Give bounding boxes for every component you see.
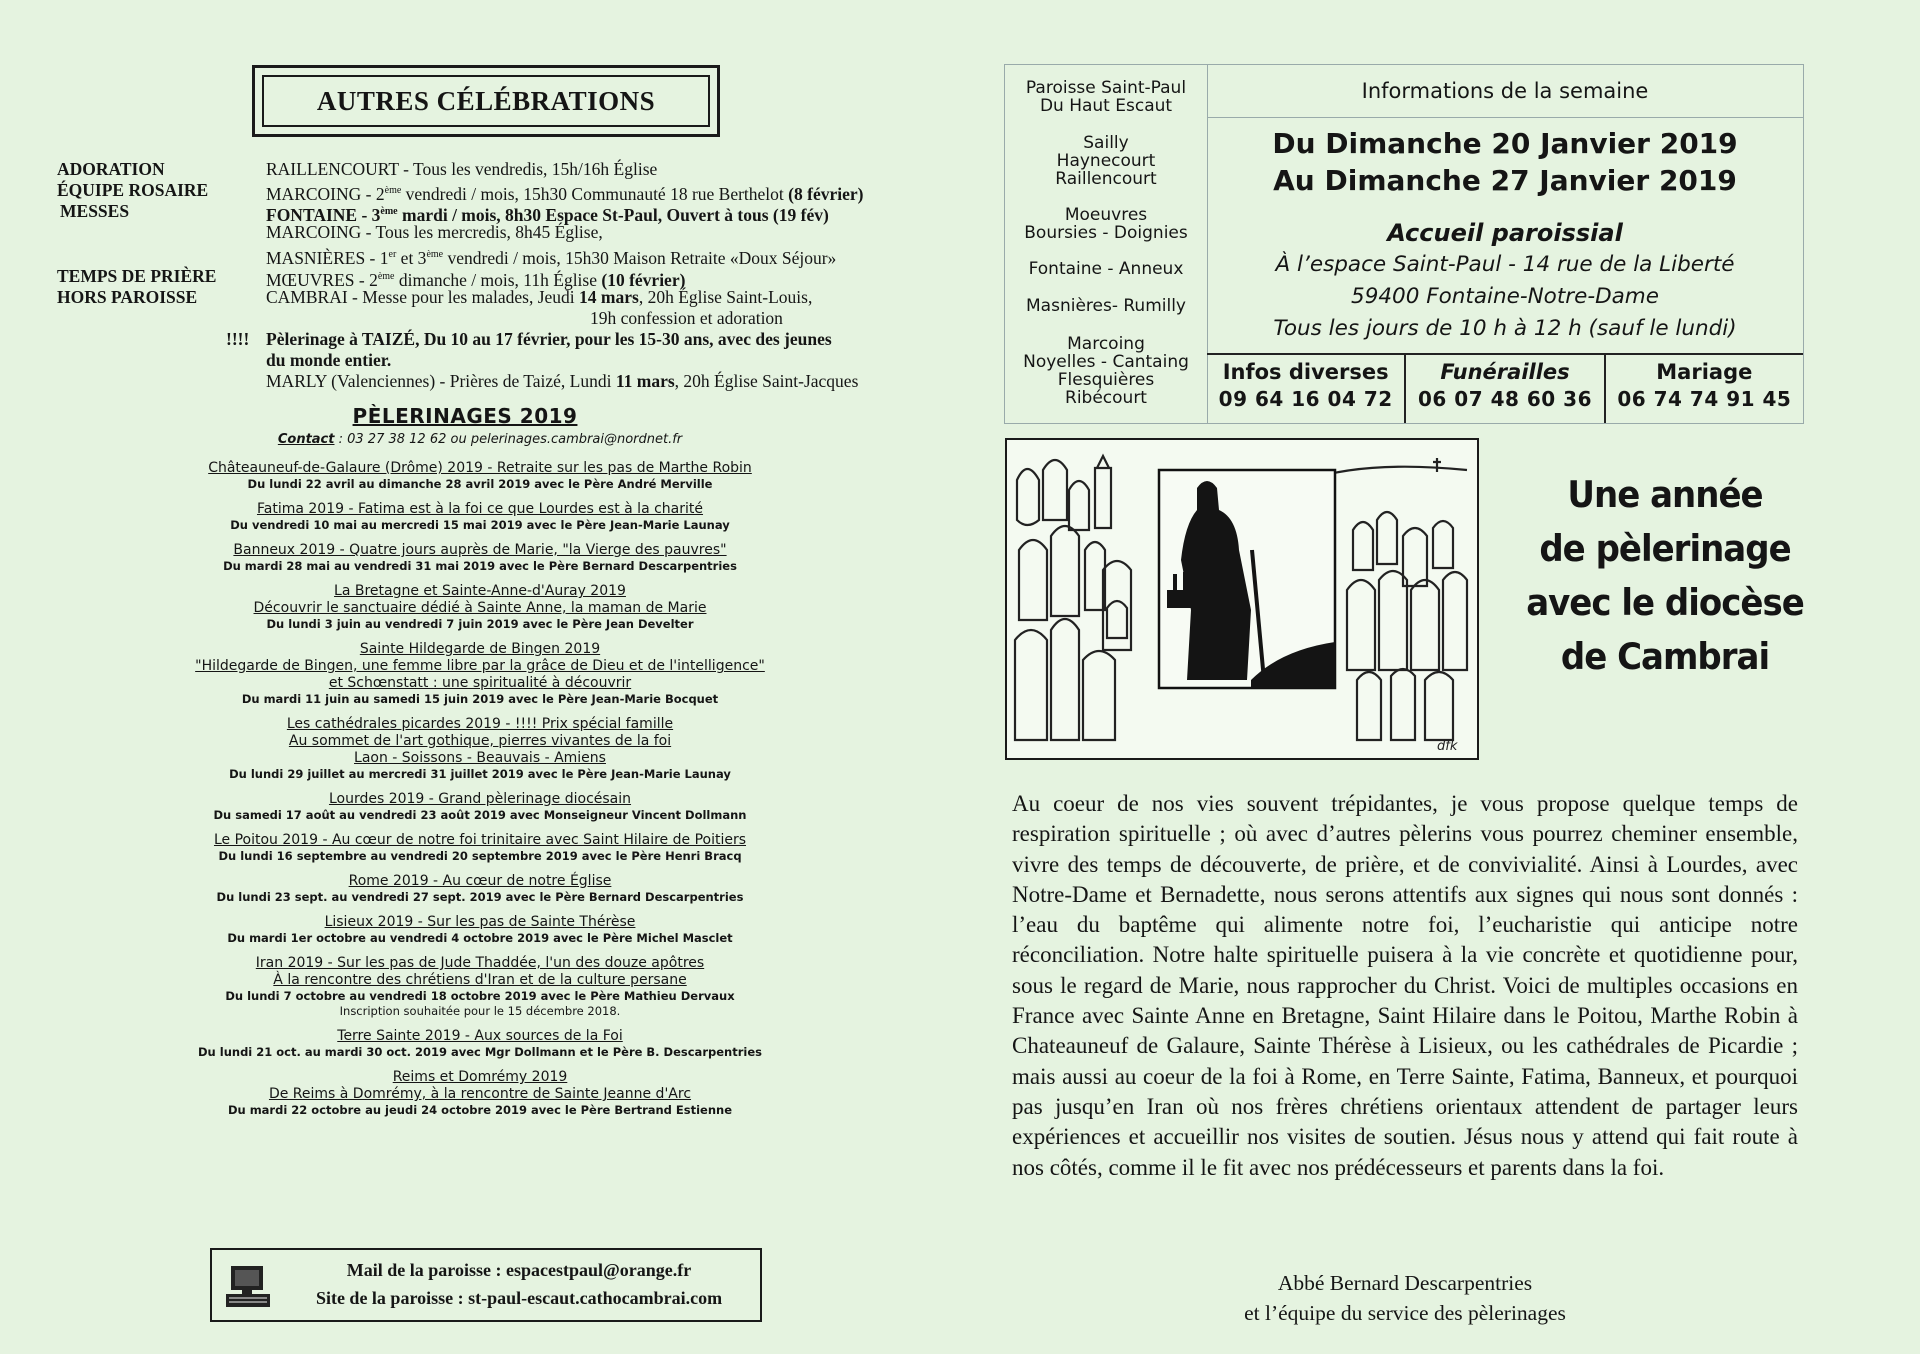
signature-author: Abbé Bernard Descarpentries <box>1277 1271 1533 1295</box>
pilgrimage-title: Reims et Domrémy 2019 <box>392 1069 568 1085</box>
computer-icon <box>222 1264 274 1310</box>
phone-number: 06 74 74 91 45 <box>1617 387 1792 411</box>
pilgrimage-item <box>130 716 830 782</box>
event-line: MARLY (Valenciennes) - Prières de Taizé, Lundi 11 mars, 20h Église Saint-Jacques <box>266 371 859 391</box>
pilgrimage-title: Fatima 2019 - Fatima est à la foi ce que Lourdes est à la charité <box>256 501 704 517</box>
pilgrimage-title: Laon - Soissons - Beauvais - Amiens <box>354 750 606 766</box>
pilgrimage-dates: Du lundi 7 octobre au vendredi 18 octobre 2019 avec le Père Mathieu Dervaux <box>225 989 735 1003</box>
event-line: du monde entier. <box>266 350 392 370</box>
event-line: Pèlerinage à TAIZÉ, Du 10 au 17 février, pour les 15-30 ans, avec des jeunes <box>266 329 832 349</box>
pilgrimage-title: Iran 2019 - Sur les pas de Jude Thaddée, l'un des douze apôtres <box>255 955 705 971</box>
phone-number: 06 07 48 60 36 <box>1417 387 1592 411</box>
pilgrimage-dates: Du lundi 16 septembre au vendredi 20 septembre 2019 avec le Père Henri Bracq <box>218 849 742 863</box>
pilgrimage-dates: Du mardi 22 octobre au jeudi 24 octobre 2019 avec le Père Bertrand Estienne <box>227 1103 733 1117</box>
contact-mariage: Mariage 06 74 74 91 45 <box>1606 355 1803 423</box>
pilgrimage-title: Banneux 2019 - Quatre jours auprès de Marie, "la Vierge des pauvres" <box>233 542 727 558</box>
editorial-text: Au coeur de nos vies souvent trépidantes, je vous propose quelque temps de respiration spirituelle ; où avec d’autres pèlerins vous pourrez cheminer ensemble, vivre des temps de découverte, de prière, et de convivialité. Ainsi à Lourdes, avec Notre-Dame et Bernadette, nous serons attentifs aux signes qui nous sont donnés : l’eau du baptême qui alimente notre foi, l’eucharistie qui anticipe notre réconciliation. Notre halte spirituelle puisera à la vie concrète et quotidienne pour, sous le regard de Marie, nous rapprocher du Christ. Voici de multiples occasions en France avec Sainte Anne en Bretagne, Saint Hilaire dans le Poitou, Marthe Robin à Chateauneuf de Galaure, Sainte Thérèse à Lisieux, ou les cathédrales de Picardie ; mais aussi au coeur de la foi à Rome, en Terre Sainte, Fatima, Banneux, et pourquoi pas jusqu’en Iran où nos frères chrétiens orientaux attendent de partager leurs expériences et accueillir nos visites de soutien. Jésus nous y attend qui fait route à nos côtés, comme il le fit avec nos prédécesseurs et parents dans la foi. <box>1012 791 1798 1180</box>
accueil-paroissial <box>1207 217 1803 345</box>
pilgrimage-item <box>130 955 830 1019</box>
weekly-info-table <box>1004 64 1804 424</box>
pilgrimage-item <box>130 542 830 574</box>
signature <box>1060 1268 1750 1328</box>
event-line: MŒUVRES - 2ème dimanche / mois, 11h Église (10 février) <box>266 269 686 290</box>
pilgrimage-title: et Schœnstatt : une spiritualité à découvrir <box>328 675 632 691</box>
event-line: MASNIÈRES - 1er et 3ème vendredi / mois, 15h30 Maison Retraite «Doux Séjour» <box>266 247 837 268</box>
parish-group: Fontaine - Anneux <box>1028 259 1184 279</box>
pilgrimage-title: Découvrir le sanctuaire dédié à Sainte Anne, la maman de Marie <box>253 600 707 616</box>
pilgrimage-title: Rome 2019 - Au cœur de notre Église <box>348 873 612 889</box>
parish-contact-box <box>210 1248 762 1322</box>
accueil-address: À l’espace Saint-Paul - 14 rue de la Liberté <box>1275 252 1735 277</box>
parish-group: Moeuvres Boursies - Doignies <box>1024 205 1188 243</box>
pilgrimage-dates: Du lundi 3 juin au vendredi 7 juin 2019 avec le Père Jean Develter <box>266 617 694 631</box>
contact-numbers <box>1207 353 1803 423</box>
pilgrimage-item <box>130 791 830 823</box>
event-line: FONTAINE - 3ème mardi / mois, 8h30 Espace St-Paul, Ouvert à tous (19 fév) <box>266 204 829 225</box>
accueil-city: 59400 Fontaine-Notre-Dame <box>1351 284 1659 309</box>
pilgrimage-dates: Du mardi 28 mai au vendredi 31 mai 2019 avec le Père Bernard Descarpentries <box>223 559 737 573</box>
pilgrimage-title: Sainte Hildegarde de Bingen 2019 <box>359 641 601 657</box>
accueil-title: Accueil paroissial <box>1387 219 1623 247</box>
pilgrimage-illustration <box>1005 438 1479 760</box>
pilgrimage-item <box>130 583 830 632</box>
week-dates <box>1207 125 1803 199</box>
pilgrimage-title: Le Poitou 2019 - Au cœur de notre foi trinitaire avec Saint Hilaire de Poitiers <box>213 832 747 848</box>
category-hors-paroisse: HORS PAROISSE <box>57 287 198 307</box>
pilgrimage-item <box>130 501 830 533</box>
parish-website[interactable]: Site de la paroisse : st-paul-escaut.cathocambrai.com <box>315 1288 723 1308</box>
pilgrimage-item <box>130 832 830 864</box>
event-line: MARCOING - 2ème vendredi / mois, 15h30 Communauté 18 rue Berthelot (8 février) <box>266 183 864 204</box>
pilgrimage-title: La Bretagne et Sainte-Anne-d'Auray 2019 <box>334 583 626 599</box>
pilgrimage-title: À la rencontre des chrétiens d'Iran et de la culture persane <box>273 972 687 988</box>
pilgrimage-dates: Du samedi 17 août au vendredi 23 août 2019 avec Monseigneur Vincent Dollmann <box>213 808 747 822</box>
category-adoration: ADORATION <box>57 159 165 179</box>
pilgrimage-dates: Du mardi 1er octobre au vendredi 4 octobre 2019 avec le Père Michel Masclet <box>227 931 733 945</box>
event-alert: !!!! <box>226 329 250 349</box>
parish-mail: Mail de la paroisse : espacestpaul@orange.fr <box>346 1260 692 1280</box>
pilgrimage-dates: Du lundi 22 avril au dimanche 28 avril 2019 avec le Père André Merville <box>247 477 713 491</box>
parish-group: Marcoing Noyelles - Cantaing Flesquières Ribécourt <box>1023 334 1189 408</box>
pilgrimage-item <box>130 641 830 707</box>
event-line: 19h confession et adoration <box>590 308 783 328</box>
autres-celebrations-title: AUTRES CÉLÉBRATIONS <box>262 75 710 127</box>
pilgrimage-title: Lourdes 2019 - Grand pèlerinage diocésain <box>328 791 632 807</box>
category-priere: TEMPS DE PRIÈRE <box>57 266 217 286</box>
parish-group: Masnières- Rumilly <box>1026 296 1186 316</box>
pilgrimage-dates: Du lundi 21 oct. au mardi 30 oct. 2019 avec Mgr Dollmann et le Père B. Descarpentries <box>198 1045 762 1059</box>
pilgrimage-title: Au sommet de l'art gothique, pierres vivantes de la foi <box>288 733 672 749</box>
category-rosaire: ÉQUIPE ROSAIRE <box>57 180 209 200</box>
signature-team: et l’équipe du service des pèlerinages <box>1244 1301 1566 1325</box>
artist-signature: dfk <box>1437 739 1458 754</box>
pilgrimage-title: Châteauneuf-de-Galaure (Drôme) 2019 - Retraite sur les pas de Marthe Robin <box>208 460 752 476</box>
event-line: RAILLENCOURT - Tous les vendredis, 15h/16h Église <box>266 159 658 179</box>
pilgrimage-title: Les cathédrales picardes 2019 - !!!! Prix spécial famille <box>286 716 674 732</box>
pilgrimage-title: De Reims à Domrémy, à la rencontre de Sainte Jeanne d'Arc <box>268 1086 692 1102</box>
pilgrims-drawing <box>1007 440 1477 758</box>
contact-infos: Infos diverses 09 64 16 04 72 <box>1207 355 1406 423</box>
date-to: Au Dimanche 27 Janvier 2019 <box>1273 164 1737 197</box>
pilgrimage-dates: Du lundi 23 sept. au vendredi 27 sept. 2019 avec le Père Bernard Descarpentries <box>216 890 744 904</box>
pilgrimage-dates: Du vendredi 10 mai au mercredi 15 mai 2019 avec le Père Jean-Marie Launay <box>230 518 730 532</box>
info-title: Informations de la semaine <box>1207 65 1803 118</box>
event-line: CAMBRAI - Messe pour les malades, Jeudi 14 mars, 20h Église Saint-Louis, <box>266 287 813 307</box>
parish-group: Sailly Haynecourt Raillencourt <box>1055 133 1157 189</box>
pilgrimage-dates: Du mardi 11 juin au samedi 15 juin 2019 avec le Père Jean-Marie Bocquet <box>241 692 719 706</box>
pilgrimage-title: Terre Sainte 2019 - Aux sources de la Foi <box>337 1028 623 1044</box>
accueil-hours: Tous les jours de 10 h à 12 h (sauf le lundi) <box>1273 316 1737 341</box>
pilgrimage-title: "Hildegarde de Bingen, une femme libre par la grâce de Dieu et de l'intelligence" <box>195 658 765 674</box>
pilgrimage-item <box>130 873 830 905</box>
parish-group: Paroisse Saint-Paul Du Haut Escaut <box>1025 78 1187 116</box>
pelerinages-list <box>130 460 830 1127</box>
pilgrimage-item <box>130 914 830 946</box>
contact-funerailles: Funérailles 06 07 48 60 36 <box>1406 355 1605 423</box>
pilgrimage-item <box>130 1028 830 1060</box>
headline: Une année de pèlerinage avec le diocèse de Cambrai <box>1526 473 1804 679</box>
phone-number: 09 64 16 04 72 <box>1218 387 1393 411</box>
pelerinages-contact: Contact : 03 27 38 12 62 ou pelerinages.cambrai@nordnet.fr <box>277 432 683 447</box>
pelerinages-title: PÈLERINAGES 2019 <box>352 404 578 428</box>
pilgrimage-dates: Du lundi 29 juillet au mercredi 31 juillet 2019 avec le Père Jean-Marie Launay <box>229 767 731 781</box>
date-from: Du Dimanche 20 Janvier 2019 <box>1272 127 1738 160</box>
category-messes: MESSES <box>60 201 130 221</box>
pilgrimage-item <box>130 460 830 492</box>
parish-list <box>1005 65 1208 423</box>
autres-celebrations-frame <box>252 65 720 137</box>
pilgrimage-item <box>130 1069 830 1118</box>
pilgrimage-title: Lisieux 2019 - Sur les pas de Sainte Thérèse <box>324 914 636 930</box>
event-line: MARCOING - Tous les mercredis, 8h45 Église, <box>266 222 603 242</box>
pilgrimage-note: Inscription souhaitée pour le 15 décembre 2018. <box>339 1004 621 1018</box>
